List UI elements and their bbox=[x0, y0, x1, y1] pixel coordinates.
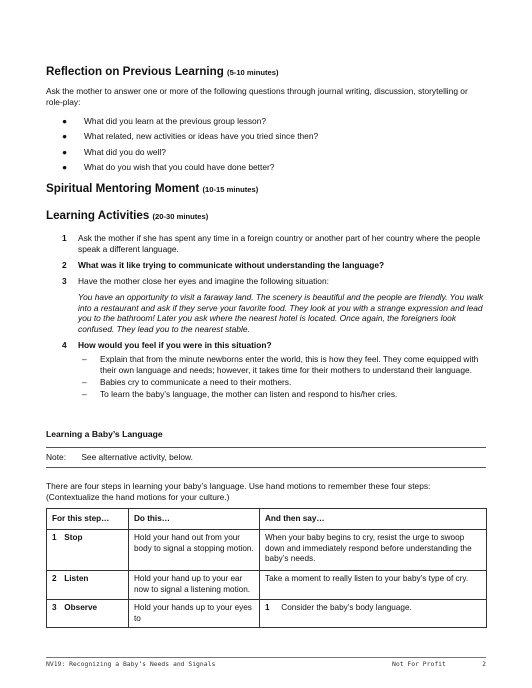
activity-item: 1 Ask the mother if she has spent any time in a foreign country or another part of her country where the people speak a different language. bbox=[62, 232, 481, 254]
step-cell: 3 Observe bbox=[47, 600, 129, 628]
activity-item: 4 How would you feel if you were in this situation? – Explain that from the minute newborns enter the world, this is how they feel. They come equipped with their own language and needs; however, it takes time for their mothers to understand their language. – Babies cry to communicate a need to their mothers. – To learn the baby’s language, the mother can listen and respond to his/her cries. bbox=[46, 340, 486, 400]
list-item: – Babies cry to communicate a need to their mothers. bbox=[82, 377, 292, 388]
column-header: For this step… bbox=[47, 509, 129, 530]
column-header: And then say… bbox=[260, 509, 487, 530]
list-item: ● What did you do well? bbox=[62, 146, 166, 157]
note-text: See alternative activity, below. bbox=[81, 452, 193, 463]
reflection-intro: Ask the mother to answer one or more of the following questions through journal writing, discussion, storytelling or role-play: bbox=[46, 85, 468, 107]
baby-language-section bbox=[46, 429, 486, 503]
step-cell: 1 Stop bbox=[47, 530, 129, 571]
steps-table bbox=[46, 508, 487, 628]
scenario-text: You have an opportunity to visit a faraway land. The scenery is beautiful and the people are friendly. You walk into a restaurant and ask if they serve your favorite food. They look at you with a strange expression and lead you to the bathroom! Later you ask where the nearest hotel is located. Once again, the foreigners look confused. They lead you to the nearest stable. bbox=[78, 291, 484, 335]
reflection-title: Reflection on Previous Learning bbox=[46, 65, 224, 78]
bullet-icon: ● bbox=[62, 131, 68, 142]
bullet-icon: ● bbox=[62, 146, 68, 157]
note-label: Note: bbox=[46, 452, 67, 463]
reflection-question-list bbox=[46, 116, 486, 173]
say-cell: When your baby begins to cry, resist the urge to swoop down and immediately respond before understanding the baby’s needs. bbox=[260, 530, 487, 571]
table-row bbox=[47, 571, 487, 600]
activity-item: 2 What was it like trying to communicate without understanding the language? bbox=[62, 259, 385, 270]
reflection-section bbox=[46, 65, 486, 178]
learning-activities-section bbox=[46, 209, 486, 405]
page-footer bbox=[46, 657, 486, 668]
learning-title: Learning Activities bbox=[46, 209, 150, 222]
baby-language-heading: Learning a Baby’s Language bbox=[46, 429, 163, 439]
note-box bbox=[46, 447, 486, 468]
table-row bbox=[47, 600, 487, 628]
list-item: ● What did you learn at the previous group lesson? bbox=[62, 115, 267, 126]
reflection-duration: (5-10 minutes) bbox=[227, 68, 279, 77]
dash-icon: – bbox=[82, 388, 87, 399]
dash-icon: – bbox=[82, 377, 87, 388]
mentoring-section bbox=[46, 182, 486, 196]
page-number: 2 bbox=[482, 660, 486, 668]
list-item: – To learn the baby’s language, the mother can listen and respond to his/her cries. bbox=[82, 388, 398, 399]
list-item: ● What do you wish that you could have done better? bbox=[62, 162, 275, 173]
step-cell: 2 Listen bbox=[47, 571, 129, 600]
list-item: ● What related, new activities or ideas have you tried since then? bbox=[62, 131, 319, 142]
table-header-row bbox=[47, 509, 487, 530]
list-item: – Explain that from the minute newborns enter the world, this is how they feel. They come equipped with their own language and needs; however, it takes time for their mothers to understand their language. bbox=[82, 354, 479, 376]
column-header: Do this… bbox=[129, 509, 260, 530]
footer-not-for-profit: Not For Profit bbox=[392, 660, 446, 668]
mentoring-duration: (10-15 minutes) bbox=[202, 185, 259, 194]
do-cell: Hold your hands up to your eyes to bbox=[129, 600, 260, 628]
dash-icon: – bbox=[82, 354, 87, 365]
reflection-heading bbox=[46, 65, 486, 79]
mentoring-heading bbox=[46, 182, 486, 196]
activity-item: 3 Have the mother close her eyes and imagine the following situation: You have an opportunity to visit a faraway land. The scenery is beautiful and the people are friendly. You walk into a restaurant and ask if they serve your favorite food. They look at you with a strange expression and lead you to the bathroom! Later you ask where the nearest hotel is located. Once again, the foreigners look confused. They lead you to the nearest stable. bbox=[46, 276, 486, 336]
learning-heading bbox=[46, 209, 486, 223]
bullet-icon: ● bbox=[62, 115, 68, 126]
mentoring-title: Spiritual Mentoring Moment bbox=[46, 182, 200, 195]
learning-duration: (20-30 minutes) bbox=[152, 212, 209, 221]
footer-title: NV19: Recognizing a Baby’s Needs and Signals bbox=[46, 660, 216, 668]
table-row bbox=[47, 530, 487, 571]
steps-intro: There are four steps in learning your baby’s language. Use hand motions to remember these four steps: (Contextualize the hand motions for your culture.) bbox=[46, 481, 431, 503]
do-cell: Hold your hand up to your ear now to signal a listening motion. bbox=[129, 571, 260, 600]
do-cell: Hold your hand out from your body to signal a stopping motion. bbox=[129, 530, 260, 571]
learning-activity-list bbox=[46, 233, 486, 400]
say-cell: 1 Consider the baby’s body language. bbox=[260, 600, 487, 628]
say-cell: Take a moment to really listen to your baby’s type of cry. bbox=[260, 571, 487, 600]
explanation-list bbox=[78, 354, 486, 400]
bullet-icon: ● bbox=[62, 162, 68, 173]
